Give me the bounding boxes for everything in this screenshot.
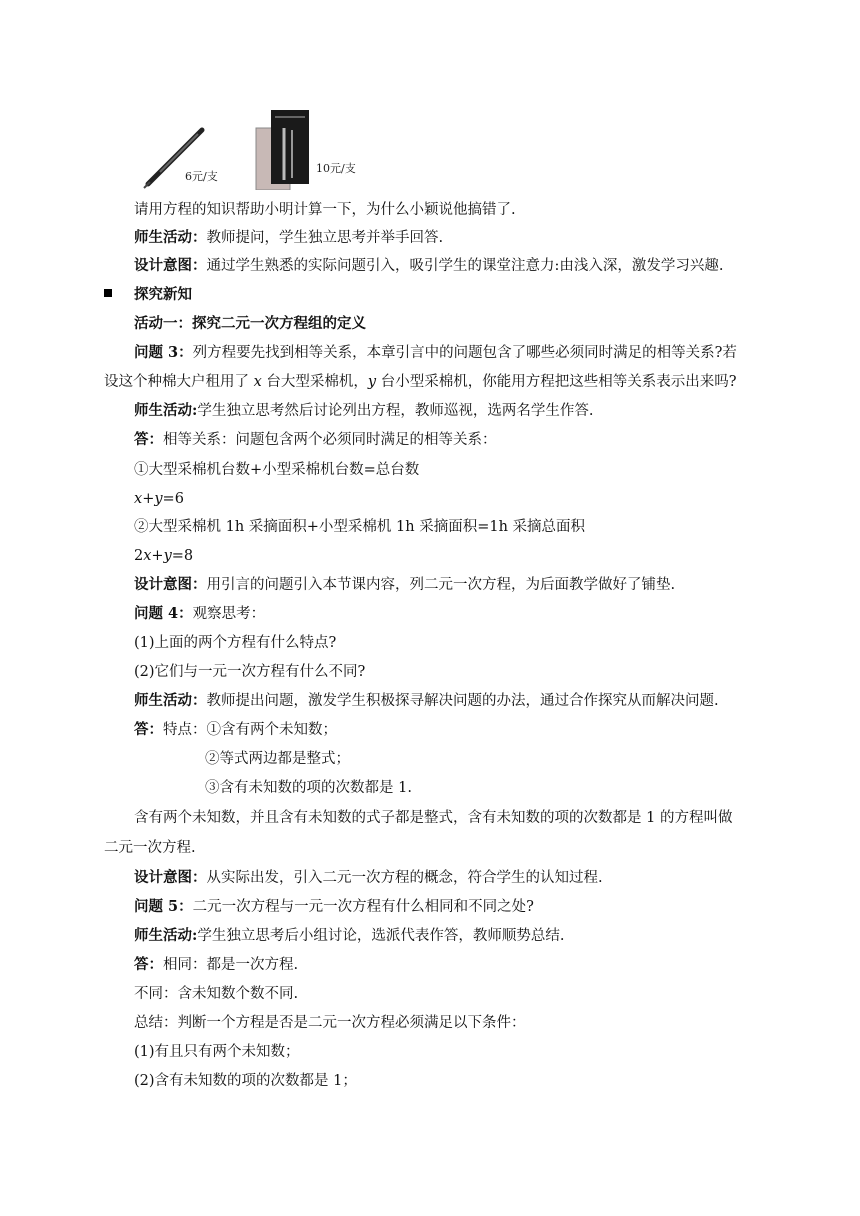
heading-text: 活动一：探究二元一次方程组的定义 bbox=[134, 315, 366, 332]
text: (1)有且只有两个未知数； bbox=[134, 1044, 300, 1060]
text: 二元一次方程. bbox=[104, 840, 196, 856]
text: ②等式两边都是整式； bbox=[205, 751, 350, 767]
text: (2)含有未知数的项的次数都是 1； bbox=[134, 1073, 357, 1089]
text: 台小型采棉机，你能用方程把这些相等关系表示出来吗? bbox=[376, 374, 737, 390]
paragraph bbox=[0, 690, 860, 712]
section-heading bbox=[0, 284, 860, 306]
paragraph bbox=[0, 1041, 860, 1063]
pen1-price-label: 6元/支 bbox=[185, 170, 218, 183]
label: 答： bbox=[134, 956, 163, 973]
variable: y bbox=[163, 548, 172, 564]
paragraph bbox=[0, 603, 860, 625]
variable: x bbox=[143, 548, 152, 564]
text: 从实际出发，引入二元一次方程的概念，符合学生的认知过程. bbox=[206, 870, 603, 886]
paragraph bbox=[0, 867, 860, 889]
text: 教师提出问题，激发学生积极探寻解决问题的办法，通过合作探究从而解决问题. bbox=[206, 693, 719, 709]
variable: y bbox=[367, 374, 377, 390]
label: 师生活动: bbox=[134, 402, 198, 419]
variable: y bbox=[154, 491, 163, 507]
text: 台大型采棉机， bbox=[261, 374, 368, 390]
text: ③含有未知数的项的次数都是 1. bbox=[205, 780, 412, 796]
paragraph bbox=[0, 632, 860, 654]
text: 观察思考： bbox=[192, 606, 266, 622]
text: 总结：判断一个方程是否是二元一次方程必须满足以下条件： bbox=[134, 1015, 526, 1031]
text: 通过学生熟悉的实际问题引入，吸引学生的课堂注意力:由浅入深，激发学习兴趣. bbox=[206, 258, 724, 274]
variable: x bbox=[134, 491, 143, 507]
heading-text: 探究新知 bbox=[134, 286, 192, 303]
label: 问题 5： bbox=[134, 898, 193, 915]
label: 答： bbox=[134, 431, 163, 448]
pen-images bbox=[140, 100, 400, 190]
label: 师生活动： bbox=[134, 692, 207, 709]
paragraph bbox=[0, 837, 860, 859]
paragraph bbox=[0, 342, 860, 364]
paragraph bbox=[0, 983, 860, 1005]
paragraph bbox=[0, 516, 860, 538]
pens-illustration bbox=[140, 100, 400, 190]
paragraph bbox=[0, 807, 860, 829]
paragraph bbox=[0, 954, 860, 976]
paragraph bbox=[0, 1070, 860, 1092]
paragraph bbox=[0, 896, 860, 918]
text: 教师提问，学生独立思考并举手回答. bbox=[206, 230, 444, 246]
text: 2 bbox=[134, 548, 144, 564]
equation bbox=[0, 488, 860, 510]
text: (2)它们与一元一次方程有什么不同? bbox=[134, 664, 366, 680]
text: =6 bbox=[162, 491, 184, 507]
label: 师生活动: bbox=[134, 927, 198, 944]
paragraph bbox=[0, 748, 860, 770]
operator: + bbox=[142, 491, 155, 507]
label: 设计意图： bbox=[134, 576, 207, 593]
paragraph bbox=[0, 371, 860, 393]
paragraph bbox=[0, 661, 860, 683]
variable: x bbox=[253, 374, 262, 390]
square-bullet-icon bbox=[104, 289, 112, 297]
text: 列方程要先找到相等关系，本章引言中的问题包含了哪些必须同时满足的相等关系?若 bbox=[192, 345, 737, 361]
pen-gift-box-icon bbox=[256, 110, 309, 190]
paragraph bbox=[0, 429, 860, 451]
text: ①大型采棉机台数+小型采棉机台数=总台数 bbox=[134, 462, 420, 478]
paragraph bbox=[0, 459, 860, 481]
label: 设计意图： bbox=[134, 869, 207, 886]
text: 二元一次方程与一元一次方程有什么相同和不同之处? bbox=[192, 899, 534, 915]
paragraph bbox=[0, 777, 860, 799]
text: 学生独立思考然后讨论列出方程，教师巡视，选两名学生作答. bbox=[197, 403, 594, 419]
text: 设这个种棉大户租用了 bbox=[104, 374, 254, 390]
operator: + bbox=[151, 548, 164, 564]
paragraph bbox=[0, 255, 860, 277]
pen2-price-label: 10元/支 bbox=[316, 162, 356, 175]
text: 不同：含未知数个数不同. bbox=[134, 986, 299, 1002]
paragraph bbox=[0, 227, 860, 249]
text: 特点：①含有两个未知数； bbox=[163, 722, 337, 738]
label: 问题 3： bbox=[134, 344, 193, 361]
text: 学生独立思考后小组讨论，选派代表作答，教师顺势总结. bbox=[197, 928, 565, 944]
text: ②大型采棉机 1h 采摘面积+小型采棉机 1h 采摘面积=1h 采摘总面积 bbox=[134, 519, 586, 535]
equation bbox=[0, 545, 860, 567]
text: 含有两个未知数，并且含有未知数的式子都是整式，含有未知数的项的次数都是 1 的方程叫做 bbox=[134, 810, 733, 826]
text: 相同：都是一次方程. bbox=[163, 957, 299, 973]
label: 师生活动： bbox=[134, 229, 207, 246]
label: 问题 4： bbox=[134, 605, 193, 622]
paragraph bbox=[0, 199, 860, 221]
label: 设计意图： bbox=[134, 257, 207, 274]
paragraph bbox=[0, 1012, 860, 1034]
text: 相等关系：问题包含两个必须同时满足的相等关系： bbox=[163, 432, 497, 448]
text: 请用方程的知识帮助小明计算一下，为什么小颖说他搞错了. bbox=[134, 202, 516, 218]
paragraph bbox=[0, 925, 860, 947]
paragraph bbox=[0, 574, 860, 596]
paragraph bbox=[0, 719, 860, 741]
text: 用引言的问题引入本节课内容，列二元一次方程，为后面教学做好了铺垫. bbox=[206, 577, 676, 593]
label: 答： bbox=[134, 721, 163, 738]
activity-heading bbox=[0, 313, 860, 335]
paragraph bbox=[0, 400, 860, 422]
text: =8 bbox=[171, 548, 194, 564]
text: (1)上面的两个方程有什么特点? bbox=[134, 635, 337, 651]
